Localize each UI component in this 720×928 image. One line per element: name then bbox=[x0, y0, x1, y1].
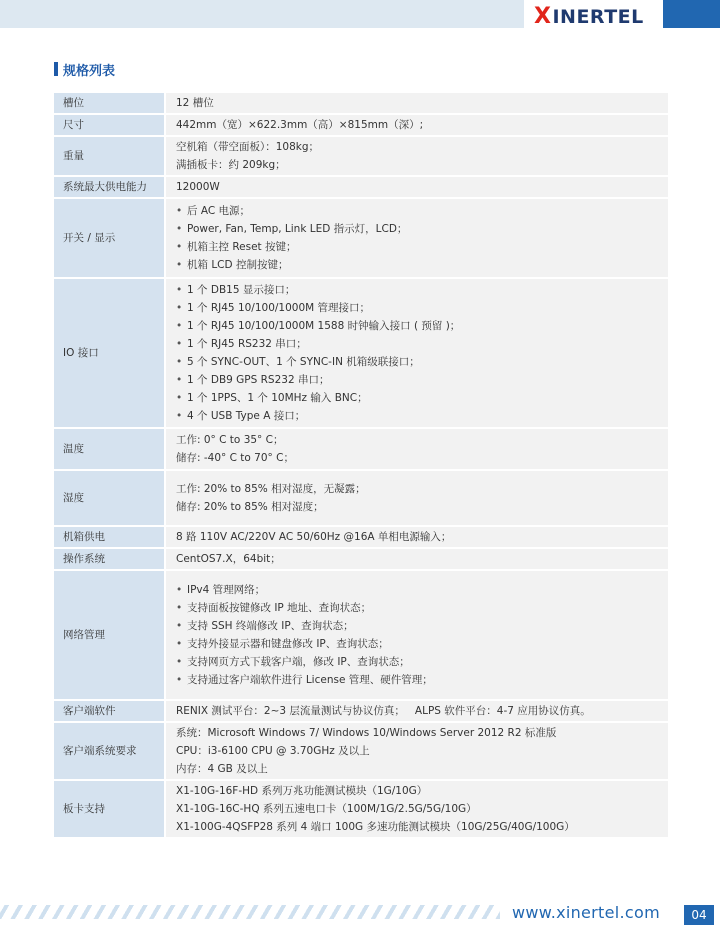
spec-line: 储存: -40° C to 70° C； bbox=[176, 452, 294, 464]
spec-line: X1-10G-16C-HQ 系列五速电口卡（100M/1G/2.5G/5G/10G） bbox=[176, 803, 477, 815]
section-title: 规格列表 bbox=[63, 63, 116, 79]
spec-row bbox=[54, 549, 668, 569]
spec-value bbox=[164, 429, 668, 469]
spec-value bbox=[164, 471, 668, 525]
spec-line: 8 路 110V AC/220V AC 50/60Hz @16A 单相电源输入； bbox=[176, 531, 452, 543]
spec-bullet: • 1 个 RJ45 10/100/1000M 1588 时钟输入接口 ( 预留 )； bbox=[176, 317, 658, 335]
spec-line: 12 槽位 bbox=[176, 97, 214, 109]
spec-bullet: • 1 个 RJ45 RS232 串口； bbox=[176, 335, 658, 353]
spec-value bbox=[164, 549, 668, 569]
spec-row bbox=[54, 723, 668, 779]
spec-row bbox=[54, 115, 668, 135]
footer-url: www.xinertel.com bbox=[512, 903, 660, 922]
spec-line: 储存: 20% to 85% 相对湿度； bbox=[176, 501, 324, 513]
spec-bullet: • Power, Fan, Temp, Link LED 指示灯，LCD； bbox=[176, 220, 658, 238]
spec-bullet: • 1 个 RJ45 10/100/1000M 管理接口； bbox=[176, 299, 658, 317]
logo-wordmark: XINERTEL bbox=[534, 3, 644, 29]
spec-bullet: • 后 AC 电源； bbox=[176, 202, 658, 220]
spec-row bbox=[54, 177, 668, 197]
spec-line: CPU：i3-6100 CPU @ 3.70GHz 及以上 bbox=[176, 745, 370, 757]
spec-label: 机箱供电 bbox=[54, 527, 164, 547]
header-accent-block bbox=[663, 0, 720, 28]
spec-label: 系统最大供电能力 bbox=[54, 177, 164, 197]
spec-line: 工作: 0° C to 35° C； bbox=[176, 434, 284, 446]
spec-bullet: • 1 个 1PPS、1 个 10MHz 输入 BNC； bbox=[176, 389, 658, 407]
spec-line: 12000W bbox=[176, 181, 220, 193]
spec-line: 系统：Microsoft Windows 7/ Windows 10/Windows Server 2012 R2 标准版 bbox=[176, 727, 557, 739]
spec-value bbox=[164, 199, 668, 277]
footer-stripes bbox=[0, 905, 500, 919]
spec-row bbox=[54, 527, 668, 547]
spec-value bbox=[164, 723, 668, 779]
header-band bbox=[0, 0, 524, 28]
spec-value bbox=[164, 279, 668, 427]
spec-label: 重量 bbox=[54, 137, 164, 175]
spec-bullet: • 支持 SSH 终端修改 IP、查询状态； bbox=[176, 617, 658, 635]
brand-logo bbox=[534, 4, 656, 28]
spec-label: 温度 bbox=[54, 429, 164, 469]
spec-label: 板卡支持 bbox=[54, 781, 164, 837]
spec-bullet: • 5 个 SYNC-OUT、1 个 SYNC-IN 机箱级联接口； bbox=[176, 353, 658, 371]
spec-line: X1-10G-16F-HD 系列万兆功能测试模块（1G/10G） bbox=[176, 785, 428, 797]
spec-value bbox=[164, 93, 668, 113]
spec-bullet: • 机箱主控 Reset 按键； bbox=[176, 238, 658, 256]
spec-line: 工作: 20% to 85% 相对湿度，无凝露； bbox=[176, 483, 366, 495]
spec-line: 满插板卡：约 209kg； bbox=[176, 159, 286, 171]
spec-bullet: • 支持网页方式下载客户端，修改 IP、查询状态； bbox=[176, 653, 658, 671]
spec-row bbox=[54, 571, 668, 699]
spec-value bbox=[164, 137, 668, 175]
spec-label: 槽位 bbox=[54, 93, 164, 113]
spec-bullet: • 支持面板按键修改 IP 地址、查询状态； bbox=[176, 599, 658, 617]
spec-value bbox=[164, 781, 668, 837]
spec-line: CentOS7.X，64bit； bbox=[176, 553, 281, 565]
spec-bullet: • 支持外接显示器和键盘修改 IP、查询状态； bbox=[176, 635, 658, 653]
spec-label: 网络管理 bbox=[54, 571, 164, 699]
spec-row bbox=[54, 701, 668, 721]
spec-line: RENIX 测试平台：2~3 层流量测试与协议仿真； ALPS 软件平台：4-7 应用协议仿真。 bbox=[176, 705, 591, 717]
spec-value bbox=[164, 115, 668, 135]
spec-line: 442mm（宽）×622.3mm（高）×815mm（深）; bbox=[176, 119, 424, 131]
spec-row bbox=[54, 429, 668, 469]
spec-table bbox=[54, 91, 668, 839]
spec-row bbox=[54, 471, 668, 525]
spec-label: 操作系统 bbox=[54, 549, 164, 569]
spec-row bbox=[54, 781, 668, 837]
spec-line: X1-100G-4QSFP28 系列 4 端口 100G 多速功能测试模块（10G/25G/40G/100G） bbox=[176, 821, 575, 833]
spec-bullet: • 1 个 DB9 GPS RS232 串口； bbox=[176, 371, 658, 389]
spec-line: 内存：4 GB 及以上 bbox=[176, 763, 268, 775]
spec-label: 开关 / 显示 bbox=[54, 199, 164, 277]
spec-bullet: • 4 个 USB Type A 接口； bbox=[176, 407, 658, 425]
spec-value bbox=[164, 177, 668, 197]
section-heading bbox=[54, 61, 115, 77]
spec-value bbox=[164, 527, 668, 547]
spec-label: 湿度 bbox=[54, 471, 164, 525]
spec-bullet: • 1 个 DB15 显示接口； bbox=[176, 281, 658, 299]
spec-value bbox=[164, 701, 668, 721]
page-number: 04 bbox=[684, 905, 714, 925]
spec-row bbox=[54, 279, 668, 427]
spec-row bbox=[54, 199, 668, 277]
spec-label: 客户端系统要求 bbox=[54, 723, 164, 779]
spec-value bbox=[164, 571, 668, 699]
spec-bullet: • IPv4 管理网络； bbox=[176, 581, 658, 599]
spec-label: 尺寸 bbox=[54, 115, 164, 135]
spec-bullet: • 机箱 LCD 控制按键； bbox=[176, 256, 658, 274]
spec-row bbox=[54, 93, 668, 113]
spec-label: IO 接口 bbox=[54, 279, 164, 427]
spec-line: 空机箱（带空面板）：108kg； bbox=[176, 141, 320, 153]
spec-bullet: • 支持通过客户端软件进行 License 管理、硬件管理； bbox=[176, 671, 658, 689]
spec-row bbox=[54, 137, 668, 175]
heading-bar-icon bbox=[54, 62, 58, 76]
spec-label: 客户端软件 bbox=[54, 701, 164, 721]
